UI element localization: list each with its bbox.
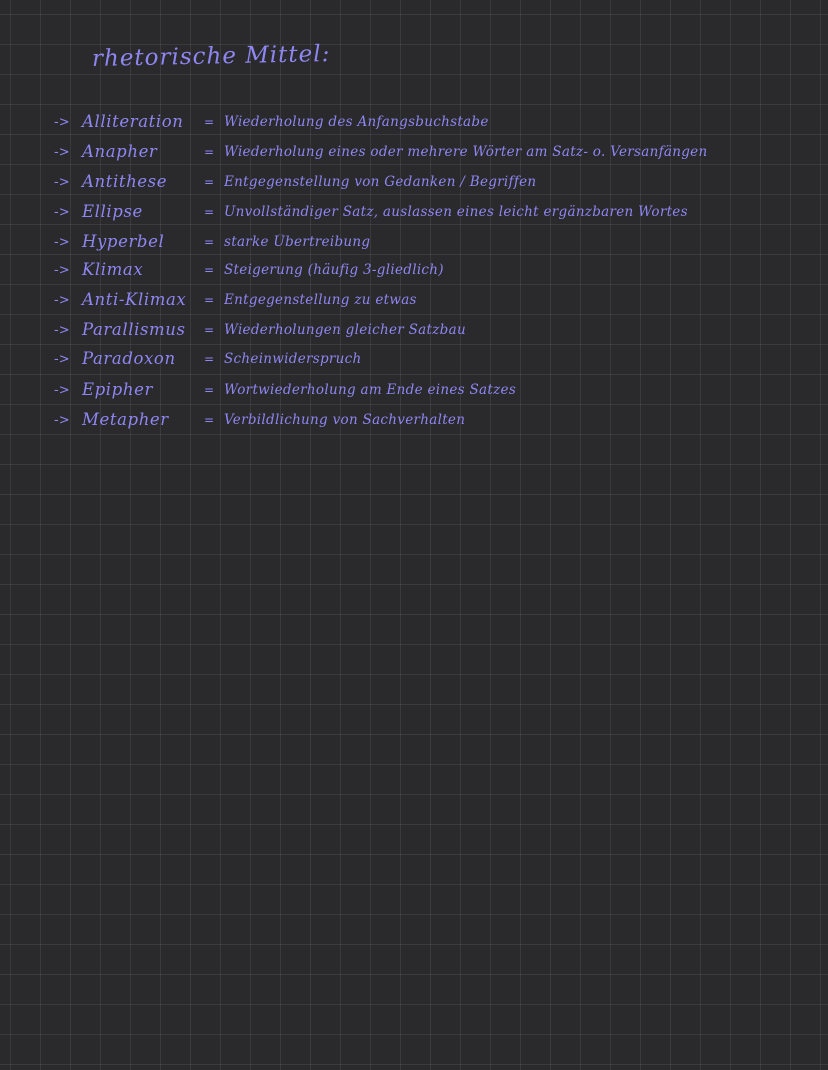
page-title: rhetorische Mittel: bbox=[91, 41, 331, 72]
arrow-icon: -> bbox=[54, 352, 70, 367]
definition: Verbildlichung von Sachverhalten bbox=[224, 412, 466, 428]
list-item bbox=[0, 144, 828, 170]
term: Paradoxon bbox=[82, 349, 176, 368]
equals-sign: = bbox=[204, 263, 215, 277]
arrow-icon: -> bbox=[54, 115, 70, 130]
arrow-icon: -> bbox=[54, 235, 70, 250]
arrow-icon: -> bbox=[54, 263, 70, 278]
definition: Steigerung (häufig 3-gliedlich) bbox=[224, 262, 444, 278]
definition: Entgegenstellung zu etwas bbox=[224, 292, 417, 308]
definition: Unvollständiger Satz, auslassen eines leicht ergänzbaren Wortes bbox=[224, 204, 688, 220]
arrow-icon: -> bbox=[54, 175, 70, 190]
term: Anapher bbox=[82, 142, 158, 161]
list-item bbox=[0, 234, 828, 260]
definition: Wortwiederholung am Ende eines Satzes bbox=[224, 382, 517, 398]
arrow-icon: -> bbox=[54, 413, 70, 428]
equals-sign: = bbox=[204, 413, 215, 427]
list-item bbox=[0, 292, 828, 318]
definition: Wiederholung eines oder mehrere Wörter am Satz- o. Versanfängen bbox=[224, 144, 708, 160]
arrow-icon: -> bbox=[54, 383, 70, 398]
list-item bbox=[0, 382, 828, 408]
equals-sign: = bbox=[204, 323, 215, 337]
arrow-icon: -> bbox=[54, 293, 70, 308]
arrow-icon: -> bbox=[54, 145, 70, 160]
arrow-icon: -> bbox=[54, 205, 70, 220]
arrow-icon: -> bbox=[54, 323, 70, 338]
equals-sign: = bbox=[204, 293, 215, 307]
equals-sign: = bbox=[204, 145, 215, 159]
equals-sign: = bbox=[204, 235, 215, 249]
list-item bbox=[0, 114, 828, 140]
definition: Wiederholung des Anfangsbuchstabe bbox=[224, 114, 489, 130]
definition: Wiederholungen gleicher Satzbau bbox=[224, 322, 466, 338]
list-item bbox=[0, 322, 828, 348]
term: Ellipse bbox=[82, 202, 143, 221]
equals-sign: = bbox=[204, 383, 215, 397]
list-item bbox=[0, 412, 828, 438]
equals-sign: = bbox=[204, 175, 215, 189]
term: Hyperbel bbox=[82, 232, 165, 251]
term: Anti-Klimax bbox=[82, 290, 187, 309]
list-item bbox=[0, 174, 828, 200]
equals-sign: = bbox=[204, 115, 215, 129]
term: Epipher bbox=[82, 380, 153, 399]
list-item bbox=[0, 351, 828, 377]
equals-sign: = bbox=[204, 205, 215, 219]
definition: starke Übertreibung bbox=[224, 234, 371, 250]
equals-sign: = bbox=[204, 352, 215, 366]
term: Parallismus bbox=[82, 320, 186, 339]
list-item bbox=[0, 262, 828, 288]
term: Antithese bbox=[82, 172, 168, 191]
term: Metapher bbox=[82, 410, 169, 429]
definition: Entgegenstellung von Gedanken / Begriffen bbox=[224, 174, 537, 190]
definition: Scheinwiderspruch bbox=[224, 351, 362, 367]
term: Alliteration bbox=[82, 112, 184, 131]
list-item bbox=[0, 204, 828, 230]
term: Klimax bbox=[82, 260, 144, 279]
